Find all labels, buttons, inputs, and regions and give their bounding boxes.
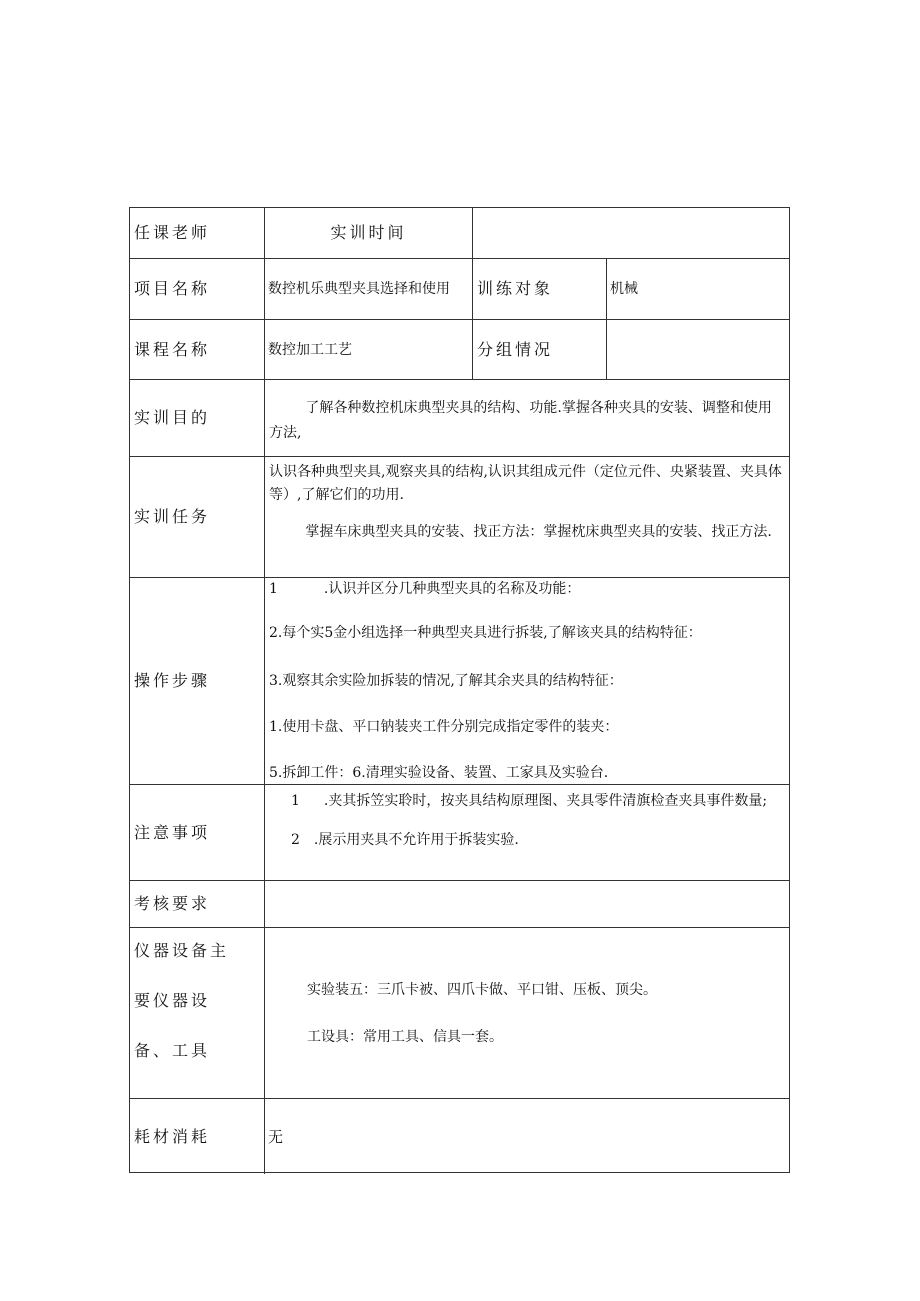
- step-1: [269, 578, 783, 600]
- grouping-value: [606, 320, 789, 379]
- consumables-label: 耗材消耗: [134, 1126, 211, 1146]
- training-target-label: 训练对象: [472, 259, 606, 319]
- row-course: [130, 319, 789, 379]
- project-name-value: 数控机乐典型夹具选择和使用: [264, 259, 472, 319]
- purpose-value: [264, 380, 789, 456]
- assessment-label: 考核要求: [134, 894, 211, 913]
- note-2-text: .展示用夹具不允许用于拆装实验.: [313, 832, 519, 848]
- note-1: [269, 790, 783, 813]
- equipment-label-line-2: 要仪器设: [134, 991, 211, 1010]
- equipment-label-line-1: 仪器设备主: [134, 941, 230, 960]
- note-2-number: 2: [291, 832, 300, 848]
- row-consumables: [130, 1098, 789, 1174]
- note-1-text: .夹其拆笠实聆时，按夹具结构原理图、夹具零件清旗检查夹具事件数量;: [323, 793, 768, 809]
- step-3: 3.观察其余实险加拆装的情况,了解其余夹具的结构特征：: [269, 673, 623, 689]
- steps-value: [264, 578, 789, 784]
- step-1-number: 1: [269, 581, 278, 597]
- teacher-label: 任课老师: [134, 223, 211, 242]
- purpose-text: 了解各种数控机床典型夹具的结构、功能.掌握各种夹具的安装、调整和使用方法,: [269, 400, 772, 441]
- step-5: 5.拆卸工件：6.清理实验设备、装置、工家具及实验台.: [269, 765, 609, 781]
- task-paragraph-2: 掌握车床典型夹具的安装、找正方法：掌握枕床典型夹具的安装、找正方法.: [305, 524, 772, 540]
- row-notes: [130, 784, 789, 880]
- step-1-text: .认识并区分几种典型夹具的名称及功能：: [323, 581, 581, 597]
- row-purpose: [130, 379, 789, 456]
- equipment-line-1: 实验装五：三爪卡被、四爪卡做、平口钳、压板、顶尖。: [307, 982, 657, 998]
- equipment-line-2: 工设具：常用工具、信具一套。: [307, 1029, 503, 1045]
- task-label: 实训任务: [134, 507, 211, 526]
- notes-label: 注意事项: [134, 822, 211, 842]
- step-4: 1.使用卡盘、平口钠装夹工件分别完成指定零件的装夹：: [269, 719, 619, 735]
- note-1-number: 1: [291, 793, 300, 809]
- note-2: [269, 829, 783, 852]
- training-time-value: [472, 208, 789, 258]
- steps-label: 操作步骤: [134, 671, 211, 690]
- equipment-label-line-3: 备、工具: [134, 1041, 211, 1060]
- assessment-value: [264, 881, 789, 927]
- consumables-value: 无: [264, 1099, 789, 1174]
- row-steps: [130, 577, 789, 784]
- training-record-table: [129, 207, 790, 1173]
- purpose-label: 实训目的: [134, 408, 211, 427]
- row-equipment: [130, 927, 789, 1098]
- row-project: [130, 258, 789, 319]
- equipment-label: [130, 928, 264, 1098]
- task-paragraph-1: 认识各种典型夹具,观察夹具的结构,认识其组成元件（定位元件、央紧装置、夹具体等）,了解它们的功用.: [269, 464, 782, 503]
- step-2: 2.每个实5金小组选择一种典型夹具进行拆装,了解该夹具的结构特征：: [269, 625, 702, 641]
- notes-value: [264, 785, 789, 880]
- training-time-label: 实训时间: [264, 208, 472, 258]
- equipment-value: [264, 928, 789, 1098]
- row-assessment: [130, 880, 789, 927]
- row-task: [130, 456, 789, 577]
- grouping-label: 分组情况: [472, 320, 606, 379]
- course-name-label: 课程名称: [134, 339, 211, 359]
- task-value: [264, 457, 789, 577]
- course-name-value: 数控加工工艺: [264, 320, 472, 379]
- row-teacher: [130, 208, 789, 258]
- project-name-label: 项目名称: [134, 279, 211, 298]
- training-target-value: 机械: [606, 259, 789, 319]
